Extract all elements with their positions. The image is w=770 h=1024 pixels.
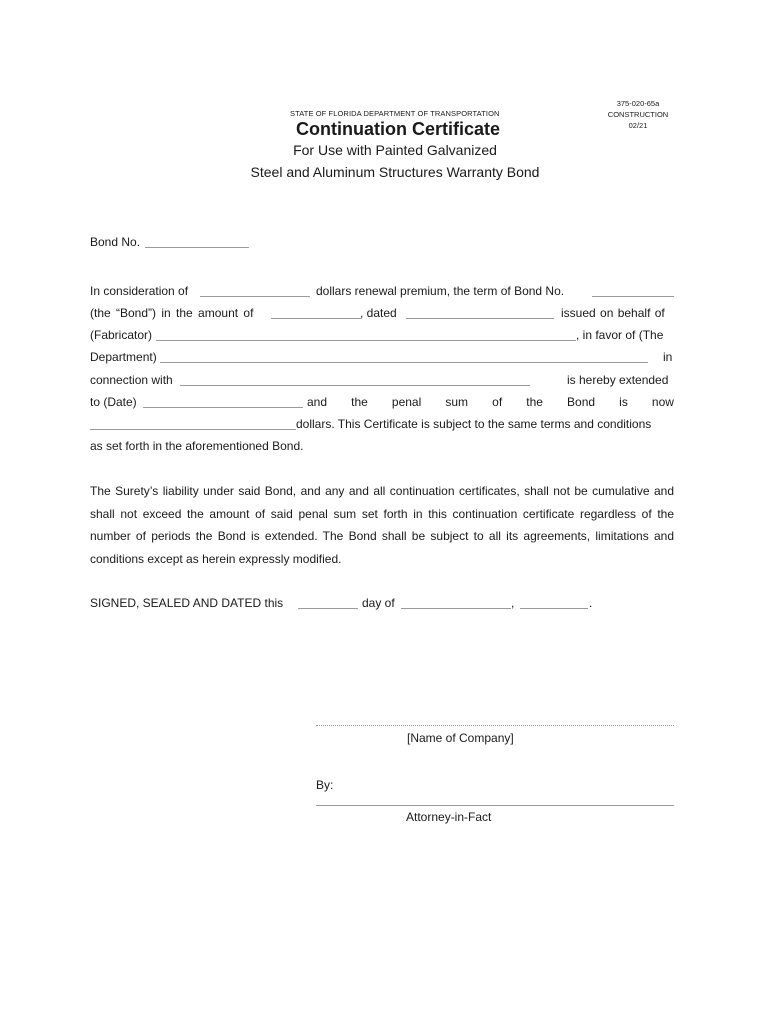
signed-day-field[interactable] (298, 608, 358, 609)
form-number-block (600, 98, 676, 131)
extended-date-field[interactable] (143, 407, 303, 408)
form-section: CONSTRUCTION (607, 110, 669, 119)
comma-separator: , (511, 596, 515, 610)
fabricator-field[interactable] (156, 340, 576, 341)
certificate-terms-text: dollars. This Certificate is subject to the same terms and conditions (296, 417, 652, 431)
company-name-label: [Name of Company] (407, 731, 514, 745)
agency-name: STATE OF FLORIDA DEPARTMENT OF TRANSPORTATION (290, 109, 500, 118)
surety-liability-paragraph: The Surety’s liability under said Bond, and any and all continuation certificates, shall not be cumulative and shall not exceed the amount of said penal sum set forth in this continuation certificate regardless of the number of periods the Bond is extended. The Bond shall be subject to all its agreements, limitations and conditions except as herein expressly modified. (90, 484, 674, 566)
in-label: in (663, 350, 673, 364)
renewal-bond-no-field[interactable] (592, 296, 674, 297)
word: and (307, 395, 328, 409)
document-title: Continuation Certificate (296, 119, 501, 139)
form-number: 375-020-65a (616, 99, 660, 108)
by-label: By: (316, 778, 334, 792)
extended-label: is hereby extended (567, 373, 669, 387)
form-date: 02/21 (628, 121, 648, 130)
bond-date-field[interactable] (406, 318, 554, 319)
department-field[interactable] (160, 362, 648, 363)
company-name-field[interactable] (316, 725, 674, 726)
day-of-label: day of (362, 596, 395, 610)
word: now (651, 395, 674, 409)
signed-month-field[interactable] (401, 608, 511, 609)
word: Bond (567, 395, 596, 409)
renewal-premium-label: dollars renewal premium, the term of Bond No. (316, 284, 565, 298)
bond-no-label: Bond No. (90, 235, 141, 249)
word: the (351, 395, 368, 409)
consideration-label: In consideration of (90, 284, 189, 298)
to-date-label: to (Date) (90, 395, 137, 409)
signed-year-field[interactable] (520, 608, 588, 609)
subtitle-line-1: For Use with Painted Galvanized (293, 142, 497, 158)
document-subtitle (200, 139, 590, 183)
premium-amount-field[interactable] (200, 296, 310, 297)
subtitle-line-2: Steel and Aluminum Structures Warranty Bond (250, 164, 540, 180)
connection-field[interactable] (180, 385, 530, 386)
attorney-signature-field[interactable] (316, 805, 674, 806)
bond-amount-label: (the “Bond”) in the amount of (90, 306, 254, 320)
aforementioned-bond-text: as set forth in the aforementioned Bond. (90, 439, 304, 453)
connection-label: connection with (90, 373, 173, 387)
word: penal (391, 395, 422, 409)
bond-no-field[interactable] (145, 247, 249, 248)
word: sum (445, 395, 469, 409)
dated-label: , dated (360, 306, 397, 320)
issued-on-behalf-label: issued on behalf of (561, 306, 665, 320)
fabricator-label: (Fabricator) (90, 328, 153, 342)
department-label: Department) (90, 350, 157, 364)
penal-sum-field[interactable] (90, 429, 296, 430)
word: the (526, 395, 543, 409)
word: of (492, 395, 503, 409)
in-favor-label: , in favor of (The (576, 328, 664, 342)
signed-sealed-label: SIGNED, SEALED AND DATED this (90, 596, 284, 610)
period-separator: . (589, 596, 593, 610)
attorney-in-fact-label: Attorney-in-Fact (406, 810, 492, 824)
word: is (619, 395, 628, 409)
bond-amount-field[interactable] (271, 318, 361, 319)
penal-sum-words (307, 395, 674, 409)
